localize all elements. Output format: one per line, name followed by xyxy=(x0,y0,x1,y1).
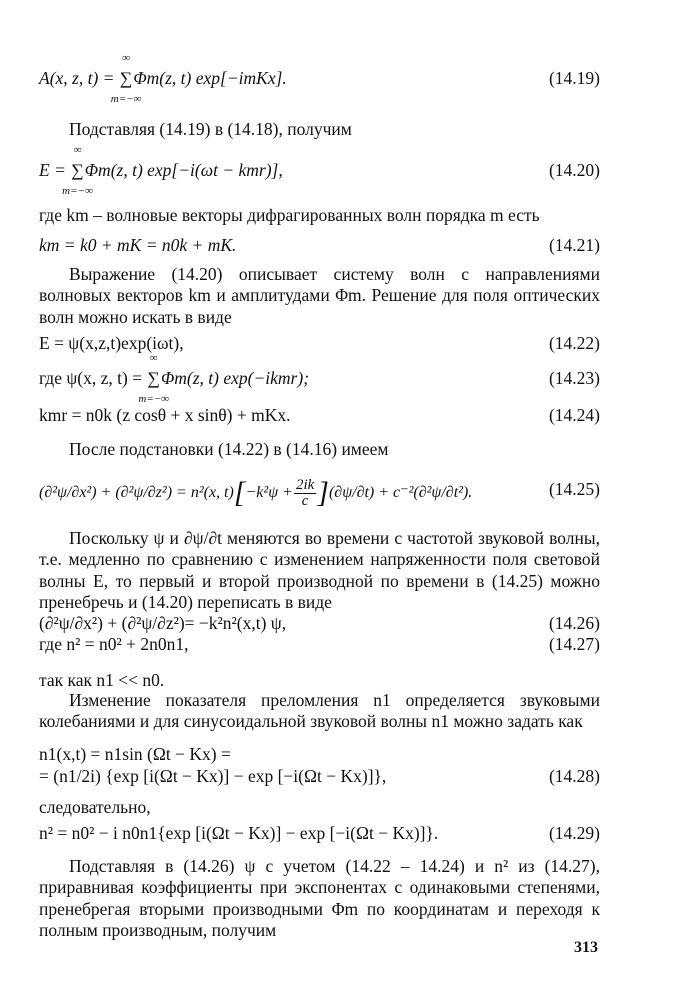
equation-rhs: Φm(z, t) exp[−imKx]. xyxy=(133,68,287,88)
equation-part-1: (∂²ψ/∂x²) + (∂²ψ/∂z²) = n²(x, t) xyxy=(39,484,234,502)
equation-body: n² = n0² − i n0n1{exp [i(Ωt − Kx)] − exp [−i(Ωt − Kx)]}. xyxy=(39,823,439,843)
equation-part-3: (∂ψ/∂t) + c⁻²(∂²ψ/∂t²). xyxy=(328,484,473,502)
equation-number: (14.22) xyxy=(548,333,600,353)
equation-part-2: −k²ψ + xyxy=(245,484,293,502)
paragraph-3: Выражение (14.20) описывает систему волн с направлениями волновых векторов km и амплитудами Φm. Решение для поля оптических волн можно искать в виде xyxy=(39,264,600,327)
paragraph-5: Поскольку ψ и ∂ψ/∂t меняются во времени с частотой звуковой волны, т.е. медленно по сравнению с изменением напряженности поля световой волны E, то первый и второй производной по времени в (14.25) можно пренебречь и (14.20) переписать в виде xyxy=(39,528,600,612)
equation-body: = (n1/2i) {exp [i(Ωt − Kx)] − exp [−i(Ωt − Kx)]}, xyxy=(39,766,387,786)
left-bracket: [ xyxy=(233,476,246,510)
equation-number: (14.20) xyxy=(548,160,600,180)
sum-symbol: ∑ ∞ m=−∞ xyxy=(138,352,170,405)
equation-rhs: Φm(z, t) exp(−ikmr); xyxy=(160,368,310,388)
equation-lhs: A(x, z, t) = xyxy=(39,68,119,88)
equation-number: (14.26) xyxy=(548,613,600,633)
equation-number: (14.21) xyxy=(548,235,600,255)
equation-body: где n² = n0² + 2n0n1, xyxy=(39,634,189,654)
paragraph-7: Изменение показателя преломления n1 определяется звуковыми колебаниями и для синусоидальной звуковой волны n1 можно задать как xyxy=(39,690,600,732)
equation-lhs: где ψ(x, z, t) = xyxy=(39,368,147,388)
sum-symbol: ∑ ∞ m=−∞ xyxy=(110,52,142,105)
equation-rhs: Φm(z, t) exp[−i(ωt − kmr)], xyxy=(84,160,283,180)
equation-number: (14.25) xyxy=(548,479,600,499)
equation-number: (14.29) xyxy=(548,823,600,843)
equation-body: (∂²ψ/∂x²) + (∂²ψ/∂z²)= −k²n²(x,t) ψ, xyxy=(39,613,287,633)
equation-body: n1(x,t) = n1sin (Ωt − Kx) = xyxy=(39,744,231,764)
equation-body: E = ψ(x,z,t)exp(iωt), xyxy=(39,333,184,353)
equation-number: (14.19) xyxy=(548,68,600,88)
equation-number: (14.27) xyxy=(548,634,600,654)
equation-number: (14.23) xyxy=(548,368,600,388)
equation-body: kmr = n0k (z cosθ + x sinθ) + mKx. xyxy=(39,405,291,425)
book-page: A(x, z, t) = ∑ ∞ m=−∞ Φm(z, t) exp[−imKx]. (14.19) Подставляя (14.19) в (14.18), получим E = ∑ ∞ m=−∞ Φm(z, t) exp[−i(ωt − kmr)], (14.20) где km – волновые векторы дифрагированных волн порядка m есть km = k0 + mK = n0k + mK. (14.21) Выражение (14.20) описывает систему волн с направлениями волновых векторов km и амплитудами Φm. Решение для поля оптических волн можно искать в виде E = ψ(x,z,t)exp(iωt), (14.22) где ψ(x, z, t) = ∑ ∞ m=−∞ Φm(z, t) exp(−ikmr); (14.23) kmr = n0k (z cosθ + x sinθ) + mKx. (14.24) После подстановки (14.22) в (14.16) имеем (∂²ψ/∂x²) + (∂²ψ/∂z²) = n²(x, t)[−k²ψ + $\frac{2ik}{c}$ ](∂ψ/∂t) + c⁻²(∂²ψ/∂t²). (14.25) Поскольку ψ и ∂ψ/∂t меняются во времени с частотой звуковой волны, т.е. медленно по сравнению с изменением напряженности поля световой волны E, то первый и второй производной по времени в (14.25) можно пренебречь и (14.20) переписать в виде (∂²ψ/∂x²) + (∂²ψ/∂z²)= −k²n²(x,t) ψ, (14.26) где n² = n0² + 2n0n1, (14.27) так как n1 << n0. Изменение показателя преломления n1 определяется звуковыми колебаниями и для синусоидальной звуковой волны n1 можно задать как n1(x,t) = n1sin (Ωt − Kx) = = (n1/2i) {exp [i(Ωt − Kx)] − exp [−i(Ωt − Kx)]}, (14.28) следовательно, n² = n0² − i n0n1{exp [i(Ωt − Kx)] − exp [−i(Ωt − Kx)]}. (14.29) Подставляя в (14.26) ψ с учетом (14.22 – 14.24) и n² из (14.27), приравнивая коэффициенты при экспонентах с одинаковыми степенями, пренебрегая вторыми производными Φm по координатам и переходя к полным производным, получим 313 xyxy=(39,52,600,956)
equation-body: km = k0 + mK = n0k + mK. xyxy=(39,235,237,255)
right-bracket: ] xyxy=(317,476,329,510)
equation-lhs: E = xyxy=(39,160,71,180)
paragraph-9: Подставляя в (14.26) ψ с учетом (14.22 – 14.24) и n² из (14.27), приравнивая коэффициенты при экспонентах с одинаковыми степенями, пренебрегая вторыми производными Φm по координатам и переходя к полным производным, получим xyxy=(39,856,600,940)
equation-number: (14.24) xyxy=(548,405,600,425)
sum-symbol: ∑ ∞ m=−∞ xyxy=(62,144,93,197)
page-number: 313 xyxy=(574,939,598,956)
equation-number: (14.28) xyxy=(548,766,600,786)
fraction: $\frac{2ik}{c}$ xyxy=(295,477,315,509)
